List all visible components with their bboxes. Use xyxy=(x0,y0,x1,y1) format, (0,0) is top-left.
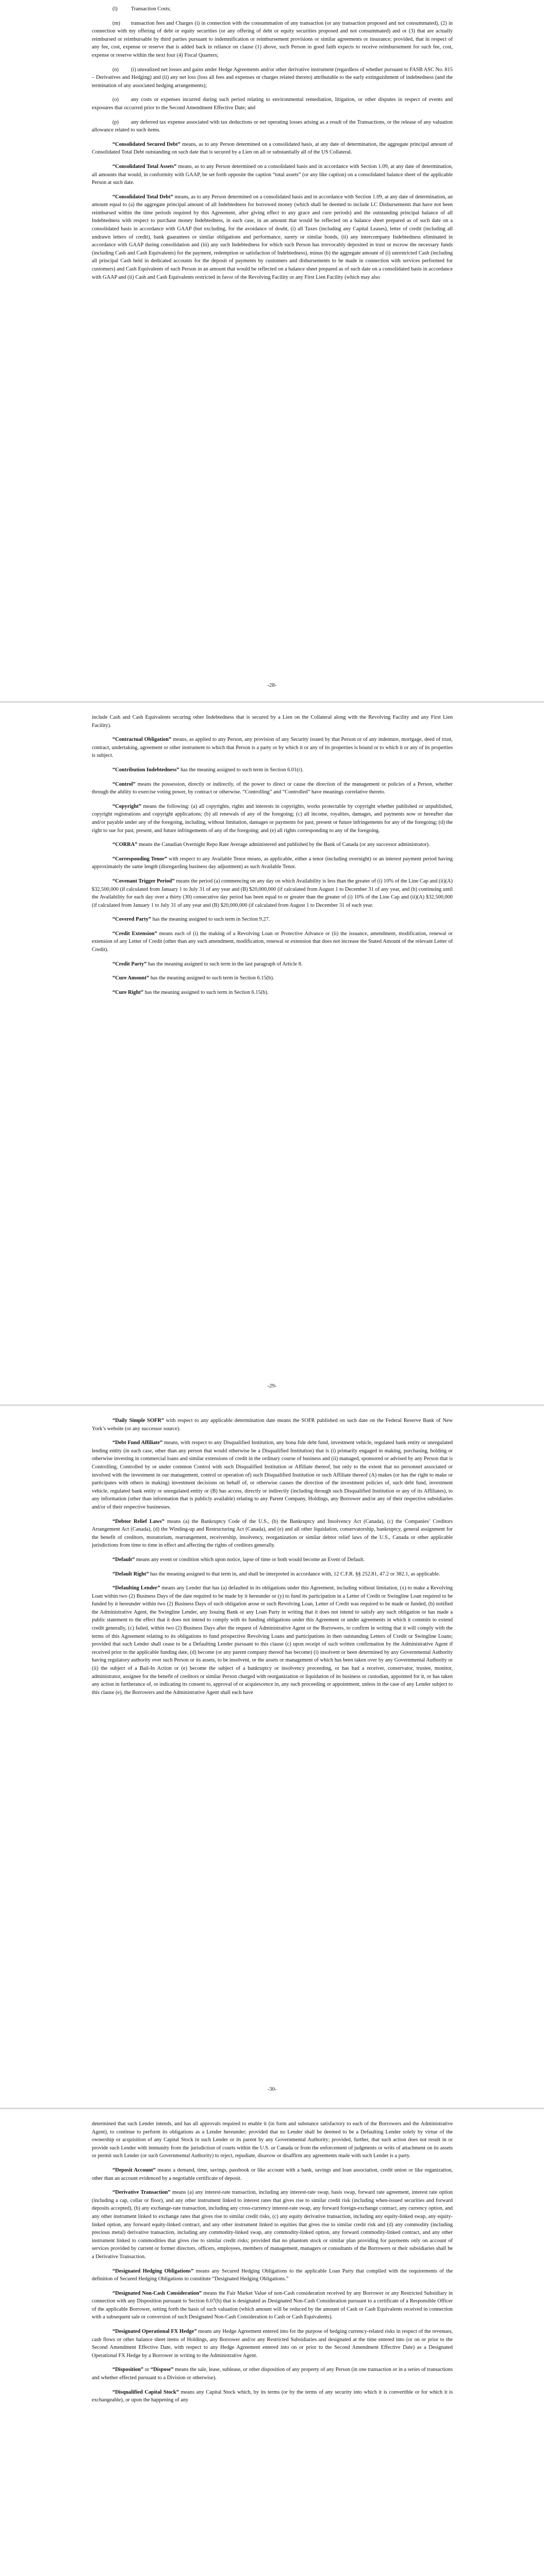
def-default: “Default” means any event or condition which upon notice, lapse of time or both would become an Event of Default. xyxy=(112,1556,365,1563)
def-contractual-obligation: “Contractual Obligation” means, as applied to any Person, any provision of any Security issued by that Person or of any indenture, mortgage, deed of trust, contract, undertaking, agreement or other instrument to which that Person is a party or by which it or any of its properties is bound or to which it or any of its properties is subject. xyxy=(92,737,453,759)
page-divider xyxy=(0,1404,544,1406)
def-defaulting-lender: “Defaulting Lender” means any Lender that has (a) defaulted in its obligations under this Agreement, including without limitation, (x) to make a Revolving Loan within two (2) Business Days of the date required to be made by it hereunder or (y) to fund its participation in a Letter of Credit or Swingline Loan required to be funded by it hereunder within two (2) Business Days of such obligation arose or such Revolving Loan, Letter of Credit was required to be made or funded, (b) notified the Administrative Agent, the Swingline Lender, any Issuing Bank or any Loan Party in writing that it does not intend to satisfy any such obligation or has made a public statement to the effect that it does not intend to comply with its funding obligations under this Agreement or under agreements in which it commits to extend credit generally, (c) failed, within two (2) Business Days after the request of Administrative Agent or the Borrowers, to confirm in writing that it will comply with the terms of this Agreement relating to its obligations to fund prospective Revolving Loans and participations in then outstanding Letters of Credit or Swingline Loans; provided that such Lender shall cease to be a Defaulting Lender pursuant to this clause (c) upon receipt of such written confirmation by the Administrative Agent if received prior to the applicable funding date, (d) become (or any parent company thereof has become) (i) insolvent or been determined by any Governmental Authority having regulatory authority over such Person or its assets, to be insolvent, or the assets or management of which has been taken over by any Governmental Authority or (ii) the subject of a Bail-In Action or (e) become the subject of a bankruptcy or insolvency proceeding, or has had a receiver, conservator, trustee, monitor, administrator, assignee for the benefit of creditors or similar Person charged with reorganization or liquidation of its business or custodian, appointed for it, or has taken any action in furtherance of, or indicating its consent to, approval of or acquiescence in, any such proceeding or appointment, unless in the case of any Lender subject to this clause (e), the Borrowers and the Administrative Agent shall each have xyxy=(92,1585,453,1696)
def-debtor-relief-laws: “Debtor Relief Laws” means (a) the Bankruptcy Code of the U.S., (b) the Bankruptcy and Insolvency Act (Canada), (c) the Companies’ Creditors Arrangement Act (Canada), (d) the Winding-up and Restructuring Act (Canada), and (e) and all other liquidation, conservatorship, bankruptcy, general assignment for the benefit of creditors, moratorium, rearrangement, receivership, insolvency, reorganization or similar debtor relief laws of the U.S., Canada or other applicable jurisdictions from time to time in effect and affecting the rights of creditors generally. xyxy=(92,1518,453,1549)
def-consolidated-total-debt: “Consolidated Total Debt” means, as to any Person determined on a consolidated basis and in accordance with Section 1.09, at any date of determination, an amount equal to (a) the aggregate principal amount of all Indebtedness for borrowed money (which shall be deemed to include LC Disbursements that have not been reimbursed within the time periods required by this Agreement, after giving effect to any grace and cure periods) and the outstanding principal balance of all Indebtedness with respect to purchase money Indebtedness, in each case, in an amount that would be reflected on a balance sheet prepared as of such date on a consolidated basis in accordance with GAAP (but excluding, for the avoidance of doubt, (i) all Taxes (including any Capital Leases), letter of credit (including all undrawn letters of credit), bank guarantees or similar obligations and performance, surety or similar bonds, (ii) any intercompany Indebtedness eliminated in accordance with GAAP during consolidation and (iii) any such Indebtedness for which such Person has irrevocably deposited in trust or escrow the necessary funds (including Cash and Cash Equivalents) for the payment, redemption or satisfaction of Indebtedness), minus (b) the aggregate amount of (i) unrestricted Cash (including all principal Cash held in dedicated accounts for the deposit of payments by customers and disbursements to be made in connection with services performed for customers) and Cash Equivalents of such Person in an amount that would be reflected on a balance sheet prepared as of such date on a consolidated basis in accordance with GAAP and (ii) Cash and Cash Equivalents restricted in favor of the Revolving Facility or any First Lien Facility (which may also xyxy=(92,194,453,280)
def-covenant-trigger-period: “Covenant Trigger Period” means the period (a) commencing on any day on which Availability is less than the greater of (i) 10% of the Line Cap and (ii)(A) $32,500,000 (if calculated from January 1 to July 31 of any year and (B) $20,000,000 (if calculated from August 1 to December 31 of any year, and (b) continuing until the Availability for each day over a thirty (30) consecutive day period has been equal to or greater than the greater of (i) 10% of the Line Cap and (ii)(A) $32,500,000 (if calculated from January 1 to July 31 of any year and (B) $20,000,000 (if calculated from August 1 to December 31 of each year. xyxy=(92,878,453,908)
def-contribution-indebtedness: “Contribution Indebtedness” has the meaning assigned to such term in Section 6.01(r). xyxy=(112,767,304,773)
def-default-right: “Default Right” has the meaning assigned to that term in, and shall be interpreted in accordance with, 12 C.F.R. §§ 252.81, 47.2 or 382.1, as applicable. xyxy=(112,1571,440,1577)
continued-text: include Cash and Cash Equivalents securing other Indebtedness that is secured by a Lien on the Collateral along with the Revolving Facility and any First Lien Facility). xyxy=(92,715,453,728)
page-divider xyxy=(0,2108,544,2109)
def-designated-non-cash-consideration: “Designated Non-Cash Consideration” means the Fair Market Value of non-Cash consideration received by any Borrower or any Restricted Subsidiary in connection with any Disposition pursuant to Section 6.07(h) that is designated as Designated Non-Cash Consideration pursuant to a certificate of a Responsible Officer of the applicable Borrower, setting forth the basis of such valuation (which amount will be reduced by the amount of Cash or Cash Equivalents received in connection with a subsequent sale or conversion of such Designated Non-Cash Consideration to Cash or Cash Equivalents). xyxy=(92,2290,453,2320)
page-28-body xyxy=(92,5,453,287)
def-debt-fund-affiliate: “Debt Fund Affiliate” means, with respect to any Disqualified Institution, any bona fide debt fund, investment vehicle, regulated bank entity or unregulated lending entity (in each case, other than any person that would otherwise be a Disqualified Institution) that is (i) primarily engaged in making, purchasing, holding or otherwise investing in commercial loans and similar extensions of credit in the ordinary course of business and (ii) managed, sponsored or advised by any Person that is Controlling, Controlled by or under common Control with such Disqualified Institution or Affiliate thereof, but only to the extent that no personnel associated or involved with the investment in our management, control or operation of) such Disqualified Institution or such Affiliate thereof (A) makes (or has the right to make or participates with others in making) investment decisions on behalf of, or otherwise causes the direction of the investment policies of, such debt fund, investment vehicle, regulated bank entity or unregulated entity or (B) has access, directly or indirectly (including through such Disqualified Institution or any of its Affiliates), to any information (other than information that is publicly available) relating to any Parent Company, Holdings, any Borrower and/or any of their respective subsidiaries and/or of their respective businesses. xyxy=(92,1440,453,1510)
def-corra: “CORRA” means the Canadian Overnight Repo Rate Average administered and published by the Bank of Canada (or any successor administrator). xyxy=(112,842,430,848)
page-31-body xyxy=(92,2120,453,2411)
clause-l: (l) Transaction Costs; xyxy=(112,6,171,12)
def-cure-right: “Cure Right” has the meaning assigned to such term in Section 6.15(b). xyxy=(112,989,269,995)
page-30 xyxy=(0,1406,544,2107)
page-divider xyxy=(0,701,544,703)
page-number: -28- xyxy=(267,683,277,688)
page-number: -30- xyxy=(267,2087,277,2092)
page-31 xyxy=(0,2110,544,2576)
def-disposition: “Disposition” or “Dispose” means the sale, lease, sublease, or other disposition of any property of any Person (in one transaction or in a series of transactions and whether effected pursuant to a Division or otherwise). xyxy=(92,2367,453,2381)
def-consolidated-secured-debt: “Consolidated Secured Debt” means, as to any Person determined on a consolidated basis, at any date of determination, the aggregate principal amount of Consolidated Total Debt outstanding on such date that is secured by a Lien on all or substantially all of the US Collateral. xyxy=(92,141,453,156)
def-daily-simple-sofr: “Daily Simple SOFR” with respect to any applicable determination date means the SOFR published on such date on the Federal Reserve Bank of New York’s website (or any successor source). xyxy=(92,1418,453,1432)
def-cure-amount: “Cure Amount” has the meaning assigned to such term in Section 6.15(b). xyxy=(112,975,274,981)
def-deposit-account: “Deposit Account” means a demand, time, savings, passbook or like account with a bank, savings and loan association, credit union or like organization, other than an account evidenced by a negotiable certificate of deposit. xyxy=(92,2167,453,2181)
page-29-body xyxy=(92,714,453,1003)
def-designated-hedging-obligations: “Designated Hedging Obligations” means any Secured Hedging Obligations to the applicable Loan Party that complied with the requirements of the definition of Secured Hedging Obligations to constitute “Designated Hedging Obligations.” xyxy=(92,2268,453,2282)
def-derivative-transaction: “Derivative Transaction” means (a) any interest-rate transaction, including any interest-rate swap, basis swap, forward rate agreement, interest rate option (including a cap, collar or floor), and any other instrument linked to interest rates that gives rise to similar credit risk (including when-issued securities and forward deposits accepted), (b) any exchange-rate transaction, including any cross-currency interest-rate swap, any forward foreign-exchange contract, any currency option, and any other instrument linked to exchange rates that gives rise to similar credit risks, (c) any equity derivative transaction, including any equity-linked swap, any equity-linked option, any forward equity-linked contract, and any other instrument linked to equities that gives rise to similar credit risk and (d) any commodity (including precious metal) derivative transaction, including any commodity-linked swap, any commodity-linked option, any forward commodity-linked contract, and any other instrument linked to commodities that gives rise to similar credit risks; provided that no phantom stock or similar plan providing for payments only on account of services provided by current or former directors, officers, employees, members of management, managers or consultants of the Borrowers or their subsidiaries shall be a Derivative Transaction. xyxy=(92,2190,453,2260)
def-designated-operational-fx-hedge: “Designated Operational FX Hedge” means any Hedge Agreement entered into for the purpose of hedging currency-related risks in respect of the revenues, cash flows or other balance sheet items of Holdings, any Borrower and/or any Restricted Subsidiaries and designated at the time entered into (or on or prior to the Second Amendment Effective Date, with respect to any Hedge Agreement entered into on or prior to the Second Amendment Effective Date) as a Designated Operational FX Hedge by a Borrower in writing to the Administrative Agent. xyxy=(92,2329,453,2359)
page-30-body xyxy=(92,1417,453,1703)
def-copyright: “Copyright” means the following: (a) all copyrights, rights and interests in copyrights, works protectable by copyright whether published or unpublished, copyright registrations and copyright applications; (b) all renewals of any of the foregoing; (c) all income, royalties, damages, and payments now or hereafter due and/or payable under any of the foregoing, including, without limitation, damages or payments for past, present or future infringements for any of the foregoing; (d) the right to sue for past, present, and future infringements of any of the foregoing; and (e) all rights corresponding to any of the foregoing. xyxy=(92,803,453,834)
clause-n: (n) (i) unrealized net losses and gains under Hedge Agreements and/or other derivative instrument (regardless of whether pursuant to FASB ASC No. 815 – Derivatives and Hedging) and (ii) any net loss (loss all fees and expenses or charges related thereto) attributable to the early extinguishment of indebtedness (and the termination of any associated hedging arrangements); xyxy=(92,66,453,89)
def-consolidated-total-assets: “Consolidated Total Assets” means, as to any Person determined on a consolidated basis and in accordance with Section 1.09, at any date of determination, all amounts that would, in conformity with GAAP, be set forth opposite the caption “total assets” (or any like caption) on a consolidated balance sheet of the applicable Person at such date. xyxy=(92,163,453,186)
def-corresponding-tenor: “Corresponding Tenor” with respect to any Available Tenor means, as applicable, either a tenor (including overnight) or an interest payment period having approximately the same length (disregarding business day adjustment) as such Available Tenor. xyxy=(92,856,453,870)
def-control: “Control” means the possession, directly or indirectly, of the power to direct or cause the direction of the management or policies of a Person, whether through the ability to exercise voting power, by contract or otherwise. “Controlling” and “Controlled” have meanings correlative thereto. xyxy=(92,781,453,795)
page-28 xyxy=(0,0,544,701)
def-covered-party: “Covered Party” has the meaning assigned to such term in Section 9.27. xyxy=(112,917,270,923)
page-number: -29- xyxy=(267,1383,277,1389)
page-29 xyxy=(0,703,544,1404)
def-disqualified-capital-stock: “Disqualified Capital Stock” means any Capital Stock which, by its terms (or by the terms of any security into which it is convertible or for which it is exchangeable), or upon the happening of any xyxy=(92,2389,453,2403)
def-credit-party: “Credit Party” has the meaning assigned to such term in the last paragraph of Article 8. xyxy=(112,961,303,967)
clause-p: (p) any deferred tax expense associated with tax deductions or net operating losses arising as a result of the Transactions, or the release of any valuation allowance related to such items. xyxy=(92,119,453,133)
def-credit-extension: “Credit Extension” means each of (i) the making of a Revolving Loan or Protective Advance or (ii) the issuance, amendment, modification, renewal or extension of any Letter of Credit (other than any such amendment, modification, renewal or extension that does not increase the Stated Amount of the relevant Letter of Credit). xyxy=(92,930,453,953)
clause-o: (o) any costs or expenses incurred during such period relating to environmental remediation, litigation, or other disputes in respect of events and exposures that occurred prior to the Second Amendment Effective Date; and xyxy=(92,97,453,111)
clause-m: (m) transaction fees and Charges (i) in connection with the consummation of any transaction (or any transaction proposed and not consummated), (2) in connection with my offering of debt or equity securities (or any offering of debt or equity securities proposed and not consummated) and or (3) that are actually reimbursed or reimbursable by third parties pursuant to indemnification or reimbursement provisions or similar agreements or insurance; provided, that in respect of any fee, cost, expense or reserve that is added back in reliance on clause (1) above, such Person in good faith expects to receive reimbursement for such fee, cost, expense or reserve within the next four (4) Fiscal Quarters; xyxy=(92,20,453,58)
continued-text: determined that such Lender intends, and has all approvals required to enable it (in form and substance satisfactory to each of the Borrowers and the Administrative Agent), to continue to perform its obligations as a Lender hereunder; provided that no Lender shall be deemed to be a Defaulting Lender solely by virtue of the ownership or acquisition of any Capital Stock in such Lender or its parent by any Governmental Authority; provided, further, that such action does not result in or provide such Lender with immunity from the jurisdiction of courts within the U.S. or Canada or from the enforcement of judgments or writs of attachment on its assets or permit such Lender (or such Governmental Authority) to reject, repudiate, disavow or disaffirm any agreements made with such Lender is a party. xyxy=(92,2121,453,2159)
